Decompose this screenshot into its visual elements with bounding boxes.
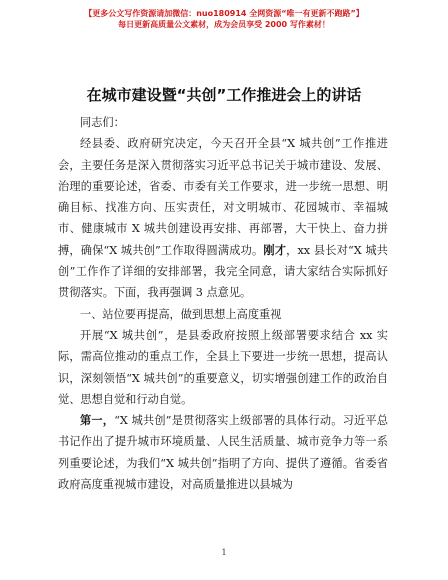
page-number: 1 bbox=[221, 548, 227, 557]
paragraph-1-text: 经县委、政府研究决定，今天召开全县“X 城共创”工作推进会，主要任务是深入贯彻落实习近平总书记关于城市建设、发展、治理的重要论述，省委、市委有关工作要求，进一步统一思想、明确目标、找准方向、压实责任，对文明城市、花园城市、幸福城市、健康城市 X 城共创建设再安排、再部署，大干快上、奋力拼搏，确保“X 城共创”工作取得圆满成功。 bbox=[58, 137, 388, 257]
section-heading-1: 一、站位要再提高，做到思想上高度重视 bbox=[80, 307, 282, 321]
document-title: 在城市建设暨“共创”工作推进会上的讲话 bbox=[86, 86, 362, 104]
promo-banner-line-2: 每日更新高质量公文素材，成为会员享受 2000 写作素材！ bbox=[118, 20, 330, 29]
paragraph-3 bbox=[58, 410, 388, 495]
paragraph-3-bold-lead: 第一， bbox=[80, 413, 115, 428]
promo-banner bbox=[0, 8, 448, 30]
salutation: 同志们： bbox=[80, 116, 125, 129]
paragraph-1-bold-lead: 刚才 bbox=[263, 242, 287, 257]
paragraph-2: 开展“X 城共创”，是县委政府按照上级部署要求结合 xx 实际，需高位推动的重点工作，全县上下要进一步统一思想，提高认识，深刻领悟“X 城共创”的重要意义，切实增强创建工作的政治自觉、思想自觉和行动自觉。 bbox=[58, 328, 388, 406]
paragraph-1-continued: ，xx 县长对“X 城共创”工作作了详细的安排部署，我完全同意，请大家结合实际抓好贯彻落实。下面，我再强调 3 点意见。 bbox=[58, 243, 388, 300]
document-body bbox=[58, 112, 388, 495]
promo-banner-line-1: 【更多公文写作资源请加微信：nuo180914 全网资源“唯一有更新不跑路”】 bbox=[84, 9, 364, 18]
paragraph-1 bbox=[58, 133, 388, 303]
paragraph-3-text: “X 城共创”是贯彻落实上级部署的具体行动。习近平总书记作出了提升城市环境质量、人民生活质量、城市竞争力等一系列重要论述，为我们“X 城共创”指明了方向、提供了遵循。省委省政府高度重视城市建设，对高质量推进以县城为 bbox=[58, 414, 388, 492]
